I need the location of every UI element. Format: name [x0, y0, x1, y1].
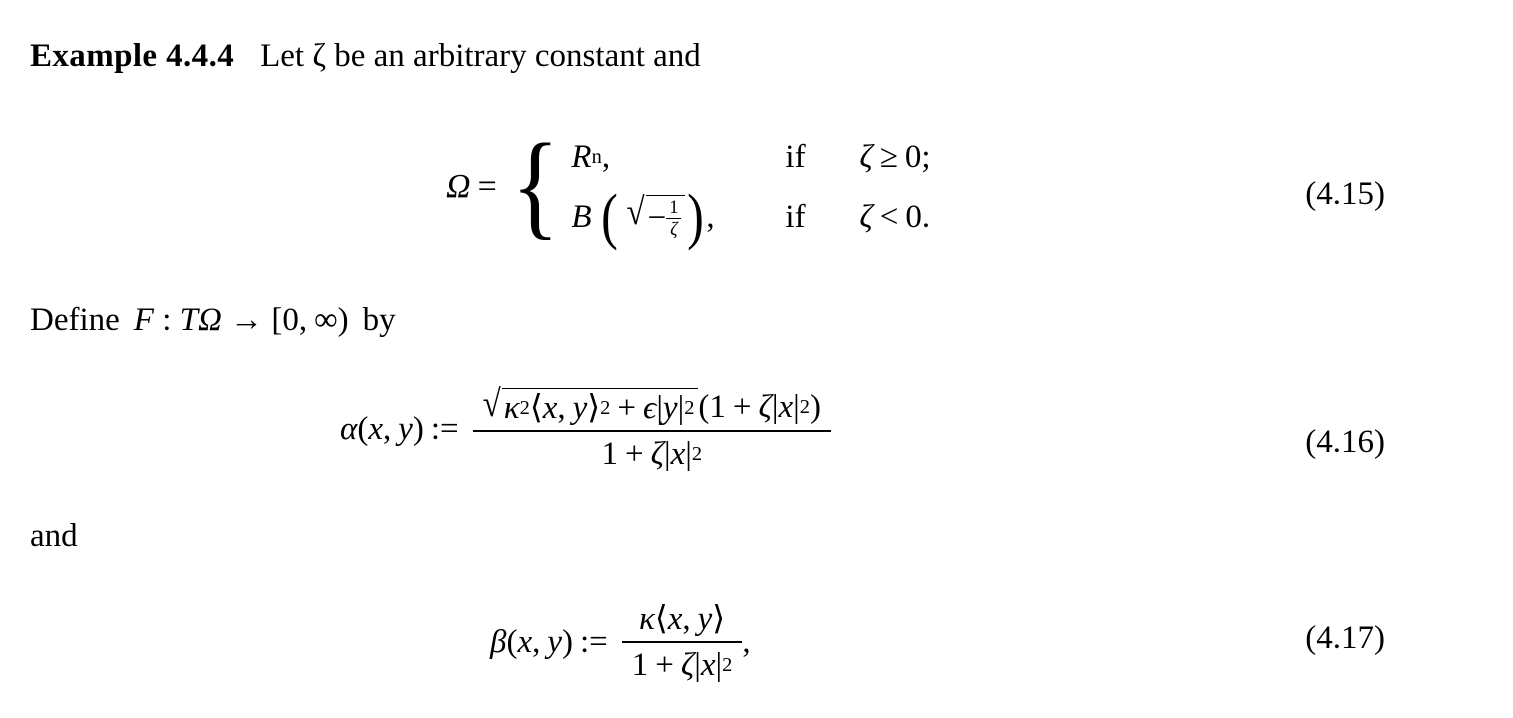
case-value-1: R n ,: [571, 138, 611, 175]
numerator-4-17: κ ⟨ x , y ⟩: [638, 601, 726, 637]
define-mapping: F : TΩ → [0, ∞): [133, 302, 349, 338]
fraction-4-17: [622, 602, 743, 682]
fraction-one-over-zeta: $\frac{1}{\zeta}$: [666, 198, 681, 239]
example-text: Let ζ be an arbitrary constant and: [260, 38, 701, 74]
case-if-2: if: [785, 198, 806, 235]
trailing-comma-4-17: ,: [742, 623, 751, 660]
equation-4-16: [340, 384, 831, 472]
case-row: [571, 132, 930, 182]
cases-block: [571, 132, 931, 252]
case-condition-2: ζ < 0.: [859, 198, 931, 235]
equation-4-16-lhs: α(x, y) :=: [340, 411, 459, 448]
case-value-2: B ( √ − $\frac{1}{\zeta}$ ) ,: [571, 181, 715, 252]
case-if-1: if: [785, 138, 806, 175]
equation-4-17: [490, 602, 751, 682]
example-label: Example 4.4.4: [30, 38, 235, 74]
define-prefix: Define: [30, 302, 120, 338]
equation-4-15: [446, 118, 931, 252]
case-condition-1: ζ ≥ 0;: [859, 138, 931, 175]
equation-tag-4-16: (4.16): [1305, 424, 1385, 460]
case-row: [571, 181, 931, 252]
equation-tag-4-15: (4.15): [1305, 176, 1385, 212]
denominator-4-17: 1 + ζ | x | 2: [631, 646, 733, 683]
denominator-4-16: 1 + ζ | x | 2: [601, 435, 703, 472]
equation-4-15-lhs: Ω =: [446, 168, 497, 205]
equation-tag-4-17: (4.17): [1305, 620, 1385, 656]
fraction-4-16: [473, 384, 831, 472]
define-line: [30, 302, 396, 339]
square-root: √ − $\frac{1}{\zeta}$: [626, 195, 685, 239]
cases-brace: {: [511, 118, 560, 250]
numerator-4-16: √ κ 2 ⟨ x , y ⟩ 2 + ϵ | y | 2 ( 1 + ζ | x | 2 ): [482, 384, 821, 426]
define-suffix: by: [362, 302, 396, 338]
equation-4-17-lhs: β(x, y) :=: [490, 623, 608, 660]
and-line: and: [30, 518, 78, 554]
square-root: √ κ 2 ⟨ x , y ⟩ 2 + ϵ | y | 2: [483, 388, 699, 426]
example-heading-line: [30, 38, 701, 75]
